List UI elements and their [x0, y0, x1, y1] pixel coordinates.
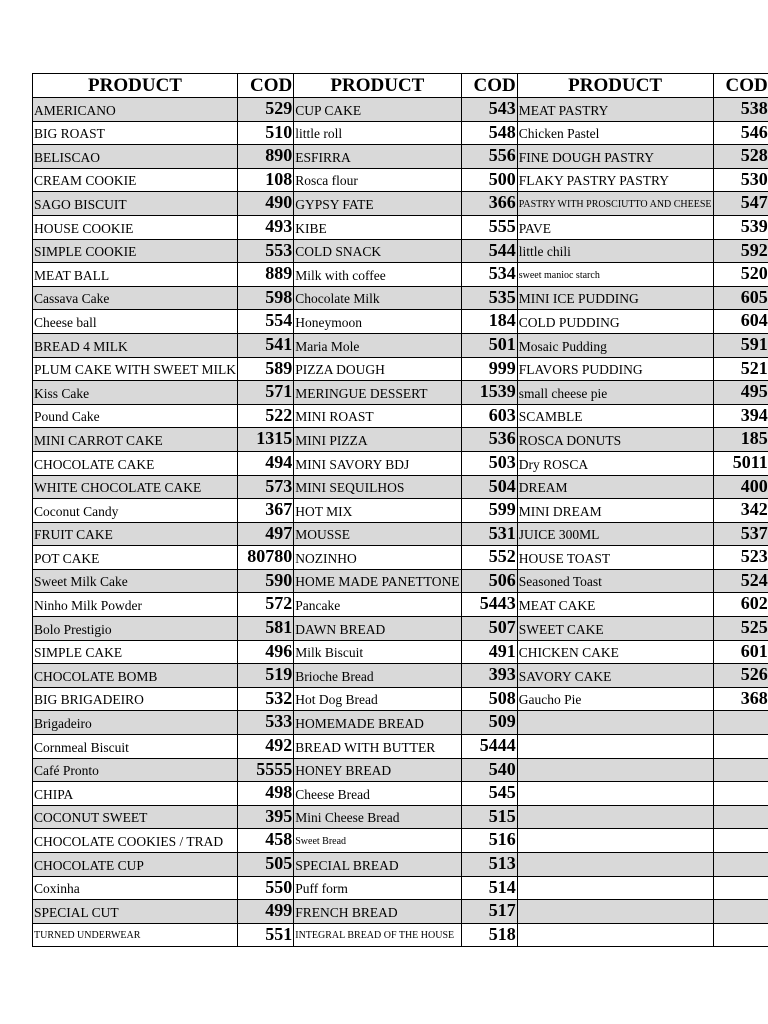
- product-name-cell: PASTRY WITH PROSCIUTTO AND CHEESE: [517, 192, 713, 216]
- product-name-cell: Pancake: [294, 593, 461, 617]
- product-code-cell: 393: [461, 664, 517, 688]
- product-name-cell: AMERICANO: [33, 98, 238, 122]
- product-name-cell: Cornmeal Biscuit: [33, 735, 238, 759]
- product-name-cell: Seasoned Toast: [517, 569, 713, 593]
- product-name-cell: small cheese pie: [517, 381, 713, 405]
- product-code-cell: 517: [461, 900, 517, 924]
- product-name-cell: DREAM: [517, 475, 713, 499]
- product-name-cell: PIZZA DOUGH: [294, 357, 461, 381]
- table-row: [33, 357, 768, 381]
- product-code-cell: 532: [238, 687, 294, 711]
- product-name-cell: Coxinha: [33, 876, 238, 900]
- product-code-cell: 547: [713, 192, 768, 216]
- product-code-cell: 571: [238, 381, 294, 405]
- table-row: [33, 215, 768, 239]
- product-name-cell: SAVORY CAKE: [517, 664, 713, 688]
- table-row: [33, 475, 768, 499]
- product-name-cell: ESFIRRA: [294, 145, 461, 169]
- product-name-cell: COCONUT SWEET: [33, 805, 238, 829]
- product-header: PRODUCT: [517, 74, 713, 98]
- product-code-cell: [713, 735, 768, 759]
- product-name-cell: PLUM CAKE WITH SWEET MILK: [33, 357, 238, 381]
- product-name-cell: BREAD WITH BUTTER: [294, 735, 461, 759]
- product-code-cell: 513: [461, 853, 517, 877]
- product-name-cell: [517, 805, 713, 829]
- product-name-cell: sweet manioc starch: [517, 263, 713, 287]
- product-code-cell: 493: [238, 215, 294, 239]
- product-name-cell: SIMPLE CAKE: [33, 640, 238, 664]
- product-code-cell: 592: [713, 239, 768, 263]
- product-name-cell: Mosaic Pudding: [517, 333, 713, 357]
- product-code-cell: 604: [713, 310, 768, 334]
- product-code-cell: 589: [238, 357, 294, 381]
- product-name-cell: Puff form: [294, 876, 461, 900]
- product-code-cell: 5443: [461, 593, 517, 617]
- product-name-cell: Brigadeiro: [33, 711, 238, 735]
- table-row: [33, 192, 768, 216]
- product-code-cell: 520: [713, 263, 768, 287]
- product-code-cell: 555: [461, 215, 517, 239]
- table-row: [33, 310, 768, 334]
- product-name-cell: [517, 923, 713, 947]
- product-code-cell: 535: [461, 286, 517, 310]
- product-name-cell: SAGO BISCUIT: [33, 192, 238, 216]
- product-name-cell: [517, 735, 713, 759]
- product-name-cell: [517, 876, 713, 900]
- product-code-cell: 528: [713, 145, 768, 169]
- table-row: [33, 569, 768, 593]
- product-name-cell: HOT MIX: [294, 499, 461, 523]
- product-code-cell: 548: [461, 121, 517, 145]
- product-code-cell: 494: [238, 451, 294, 475]
- product-name-cell: FRENCH BREAD: [294, 900, 461, 924]
- product-name-cell: [517, 711, 713, 735]
- product-code-cell: 491: [461, 640, 517, 664]
- product-name-cell: Cheese ball: [33, 310, 238, 334]
- product-code-cell: 526: [713, 664, 768, 688]
- product-name-cell: COLD PUDDING: [517, 310, 713, 334]
- product-code-cell: 556: [461, 145, 517, 169]
- product-code-cell: 551: [238, 923, 294, 947]
- product-name-cell: [517, 758, 713, 782]
- product-name-cell: Brioche Bread: [294, 664, 461, 688]
- product-name-cell: [517, 900, 713, 924]
- product-name-cell: MOUSSE: [294, 522, 461, 546]
- product-name-cell: BREAD 4 MILK: [33, 333, 238, 357]
- product-name-cell: KIBE: [294, 215, 461, 239]
- product-name-cell: Hot Dog Bread: [294, 687, 461, 711]
- table-row: [33, 263, 768, 287]
- product-code-cell: 518: [461, 923, 517, 947]
- table-row: [33, 145, 768, 169]
- product-name-cell: Chocolate Milk: [294, 286, 461, 310]
- product-name-cell: Dry ROSCA: [517, 451, 713, 475]
- product-name-cell: CHOCOLATE CUP: [33, 853, 238, 877]
- product-code-cell: 540: [461, 758, 517, 782]
- product-code-cell: 5444: [461, 735, 517, 759]
- product-code-cell: 603: [461, 404, 517, 428]
- table-row: [33, 499, 768, 523]
- product-name-cell: [517, 853, 713, 877]
- product-code-cell: 490: [238, 192, 294, 216]
- product-name-cell: SCAMBLE: [517, 404, 713, 428]
- product-name-cell: ROSCA DONUTS: [517, 428, 713, 452]
- product-name-cell: Ninho Milk Powder: [33, 593, 238, 617]
- header-row: [33, 74, 768, 98]
- table-row: [33, 687, 768, 711]
- product-name-cell: HOUSE COOKIE: [33, 215, 238, 239]
- product-code-cell: 529: [238, 98, 294, 122]
- product-name-cell: HONEY BREAD: [294, 758, 461, 782]
- product-name-cell: SPECIAL CUT: [33, 900, 238, 924]
- product-name-cell: Milk with coffee: [294, 263, 461, 287]
- product-code-cell: 509: [461, 711, 517, 735]
- product-code-cell: 605: [713, 286, 768, 310]
- product-code-cell: 543: [461, 98, 517, 122]
- product-name-cell: DAWN BREAD: [294, 617, 461, 641]
- table-row: [33, 404, 768, 428]
- product-code-cell: 536: [461, 428, 517, 452]
- product-code-cell: 602: [713, 593, 768, 617]
- table-row: [33, 168, 768, 192]
- product-name-cell: Maria Mole: [294, 333, 461, 357]
- product-name-cell: INTEGRAL BREAD OF THE HOUSE: [294, 923, 461, 947]
- product-code-cell: 537: [713, 522, 768, 546]
- product-name-cell: HOME MADE PANETTONE: [294, 569, 461, 593]
- table-row: [33, 805, 768, 829]
- product-name-cell: FLAVORS PUDDING: [517, 357, 713, 381]
- product-code-cell: 573: [238, 475, 294, 499]
- product-name-cell: CHOCOLATE CAKE: [33, 451, 238, 475]
- product-code-cell: 590: [238, 569, 294, 593]
- product-name-cell: MEAT PASTRY: [517, 98, 713, 122]
- product-code-cell: 510: [238, 121, 294, 145]
- product-code-cell: 394: [713, 404, 768, 428]
- product-name-cell: Kiss Cake: [33, 381, 238, 405]
- product-name-cell: MEAT CAKE: [517, 593, 713, 617]
- table-row: [33, 451, 768, 475]
- product-name-cell: MEAT BALL: [33, 263, 238, 287]
- product-name-cell: little roll: [294, 121, 461, 145]
- product-code-cell: 545: [461, 782, 517, 806]
- product-name-cell: FINE DOUGH PASTRY: [517, 145, 713, 169]
- product-code-cell: 184: [461, 310, 517, 334]
- product-code-cell: 499: [238, 900, 294, 924]
- product-code-cell: 5011: [713, 451, 768, 475]
- product-code-cell: [713, 829, 768, 853]
- product-name-cell: TURNED UNDERWEAR: [33, 923, 238, 947]
- product-code-cell: 500: [461, 168, 517, 192]
- product-code-cell: 342: [713, 499, 768, 523]
- table-row: [33, 593, 768, 617]
- product-name-cell: MINI DREAM: [517, 499, 713, 523]
- product-name-cell: HOMEMADE BREAD: [294, 711, 461, 735]
- product-code-cell: 523: [713, 546, 768, 570]
- product-name-cell: Café Pronto: [33, 758, 238, 782]
- product-name-cell: Bolo Prestigio: [33, 617, 238, 641]
- product-name-cell: MINI PIZZA: [294, 428, 461, 452]
- product-name-cell: Rosca flour: [294, 168, 461, 192]
- product-code-cell: [713, 923, 768, 947]
- cod-header: COD: [238, 74, 294, 98]
- product-code-cell: 458: [238, 829, 294, 853]
- product-name-cell: FLAKY PASTRY PASTRY: [517, 168, 713, 192]
- product-header: PRODUCT: [294, 74, 461, 98]
- product-name-cell: CHIPA: [33, 782, 238, 806]
- product-code-cell: 506: [461, 569, 517, 593]
- cod-header: COD: [461, 74, 517, 98]
- product-code-cell: 544: [461, 239, 517, 263]
- product-code-cell: 5555: [238, 758, 294, 782]
- product-name-cell: Milk Biscuit: [294, 640, 461, 664]
- product-code-cell: 1539: [461, 381, 517, 405]
- product-name-cell: MERINGUE DESSERT: [294, 381, 461, 405]
- product-code-cell: 185: [713, 428, 768, 452]
- product-code-cell: 538: [713, 98, 768, 122]
- product-code-cell: 497: [238, 522, 294, 546]
- product-code-cell: [713, 805, 768, 829]
- product-code-cell: 508: [461, 687, 517, 711]
- product-code-table: [32, 73, 768, 947]
- table-row: [33, 711, 768, 735]
- product-name-cell: little chili: [517, 239, 713, 263]
- product-name-cell: Coconut Candy: [33, 499, 238, 523]
- cod-header: COD: [713, 74, 768, 98]
- product-code-cell: 504: [461, 475, 517, 499]
- product-code-cell: 519: [238, 664, 294, 688]
- product-name-cell: BELISCAO: [33, 145, 238, 169]
- product-name-cell: GYPSY FATE: [294, 192, 461, 216]
- product-code-cell: 80780: [238, 546, 294, 570]
- table-row: [33, 853, 768, 877]
- product-name-cell: MINI ROAST: [294, 404, 461, 428]
- product-name-cell: WHITE CHOCOLATE CAKE: [33, 475, 238, 499]
- product-name-cell: [517, 829, 713, 853]
- product-code-cell: [713, 900, 768, 924]
- product-code-cell: 546: [713, 121, 768, 145]
- product-code-cell: 521: [713, 357, 768, 381]
- product-name-cell: Pound Cake: [33, 404, 238, 428]
- product-code-cell: 515: [461, 805, 517, 829]
- product-code-cell: 514: [461, 876, 517, 900]
- product-code-cell: 539: [713, 215, 768, 239]
- product-code-cell: 501: [461, 333, 517, 357]
- product-code-cell: 599: [461, 499, 517, 523]
- table-row: [33, 428, 768, 452]
- table-row: [33, 758, 768, 782]
- product-code-cell: 553: [238, 239, 294, 263]
- product-name-cell: Honeymoon: [294, 310, 461, 334]
- product-code-cell: 550: [238, 876, 294, 900]
- product-name-cell: Mini Cheese Bread: [294, 805, 461, 829]
- product-code-cell: 368: [713, 687, 768, 711]
- product-header: PRODUCT: [33, 74, 238, 98]
- product-name-cell: PAVE: [517, 215, 713, 239]
- table-row: [33, 546, 768, 570]
- product-code-cell: [713, 853, 768, 877]
- product-code-cell: 581: [238, 617, 294, 641]
- product-code-cell: 366: [461, 192, 517, 216]
- table-row: [33, 98, 768, 122]
- product-code-cell: [713, 782, 768, 806]
- product-code-cell: 525: [713, 617, 768, 641]
- product-code-cell: 889: [238, 263, 294, 287]
- product-code-cell: 503: [461, 451, 517, 475]
- product-name-cell: Cassava Cake: [33, 286, 238, 310]
- product-name-cell: CHOCOLATE COOKIES / TRAD: [33, 829, 238, 853]
- product-name-cell: CUP CAKE: [294, 98, 461, 122]
- product-name-cell: HOUSE TOAST: [517, 546, 713, 570]
- table-row: [33, 121, 768, 145]
- product-name-cell: JUICE 300ML: [517, 522, 713, 546]
- product-code-cell: 534: [461, 263, 517, 287]
- table-row: [33, 522, 768, 546]
- product-name-cell: Chicken Pastel: [517, 121, 713, 145]
- product-code-cell: [713, 758, 768, 782]
- product-code-cell: 554: [238, 310, 294, 334]
- product-name-cell: BIG ROAST: [33, 121, 238, 145]
- product-name-cell: BIG BRIGADEIRO: [33, 687, 238, 711]
- product-code-cell: 400: [713, 475, 768, 499]
- table-row: [33, 286, 768, 310]
- product-name-cell: [517, 782, 713, 806]
- product-name-cell: MINI ICE PUDDING: [517, 286, 713, 310]
- product-name-cell: COLD SNACK: [294, 239, 461, 263]
- product-name-cell: POT CAKE: [33, 546, 238, 570]
- product-name-cell: Sweet Bread: [294, 829, 461, 853]
- product-code-cell: 522: [238, 404, 294, 428]
- product-code-cell: 598: [238, 286, 294, 310]
- product-name-cell: CHICKEN CAKE: [517, 640, 713, 664]
- product-name-cell: MINI CARROT CAKE: [33, 428, 238, 452]
- table-row: [33, 381, 768, 405]
- table-row: [33, 640, 768, 664]
- product-name-cell: NOZINHO: [294, 546, 461, 570]
- product-code-cell: 495: [713, 381, 768, 405]
- product-code-cell: 505: [238, 853, 294, 877]
- product-code-cell: 601: [713, 640, 768, 664]
- table-row: [33, 829, 768, 853]
- product-name-cell: MINI SEQUILHOS: [294, 475, 461, 499]
- product-name-cell: Cheese Bread: [294, 782, 461, 806]
- table-row: [33, 876, 768, 900]
- product-code-cell: 533: [238, 711, 294, 735]
- product-name-cell: SIMPLE COOKIE: [33, 239, 238, 263]
- product-code-cell: 1315: [238, 428, 294, 452]
- table-row: [33, 923, 768, 947]
- product-name-cell: Sweet Milk Cake: [33, 569, 238, 593]
- product-code-cell: 496: [238, 640, 294, 664]
- product-code-cell: 572: [238, 593, 294, 617]
- table-row: [33, 239, 768, 263]
- table-row: [33, 735, 768, 759]
- product-code-cell: 530: [713, 168, 768, 192]
- product-name-cell: CHOCOLATE BOMB: [33, 664, 238, 688]
- table-row: [33, 900, 768, 924]
- product-code-cell: 591: [713, 333, 768, 357]
- product-code-cell: 498: [238, 782, 294, 806]
- product-code-cell: [713, 711, 768, 735]
- product-name-cell: Gaucho Pie: [517, 687, 713, 711]
- product-name-cell: CREAM COOKIE: [33, 168, 238, 192]
- product-code-cell: [713, 876, 768, 900]
- product-code-cell: 108: [238, 168, 294, 192]
- product-name-cell: FRUIT CAKE: [33, 522, 238, 546]
- table-row: [33, 333, 768, 357]
- product-name-cell: MINI SAVORY BDJ: [294, 451, 461, 475]
- product-code-cell: 999: [461, 357, 517, 381]
- product-code-cell: 531: [461, 522, 517, 546]
- product-code-cell: 395: [238, 805, 294, 829]
- product-code-cell: 367: [238, 499, 294, 523]
- product-code-cell: 552: [461, 546, 517, 570]
- product-code-cell: 492: [238, 735, 294, 759]
- product-code-cell: 524: [713, 569, 768, 593]
- product-code-cell: 507: [461, 617, 517, 641]
- table-row: [33, 617, 768, 641]
- product-name-cell: SPECIAL BREAD: [294, 853, 461, 877]
- product-code-cell: 890: [238, 145, 294, 169]
- table-row: [33, 782, 768, 806]
- product-code-cell: 516: [461, 829, 517, 853]
- table-row: [33, 664, 768, 688]
- product-code-cell: 541: [238, 333, 294, 357]
- product-name-cell: SWEET CAKE: [517, 617, 713, 641]
